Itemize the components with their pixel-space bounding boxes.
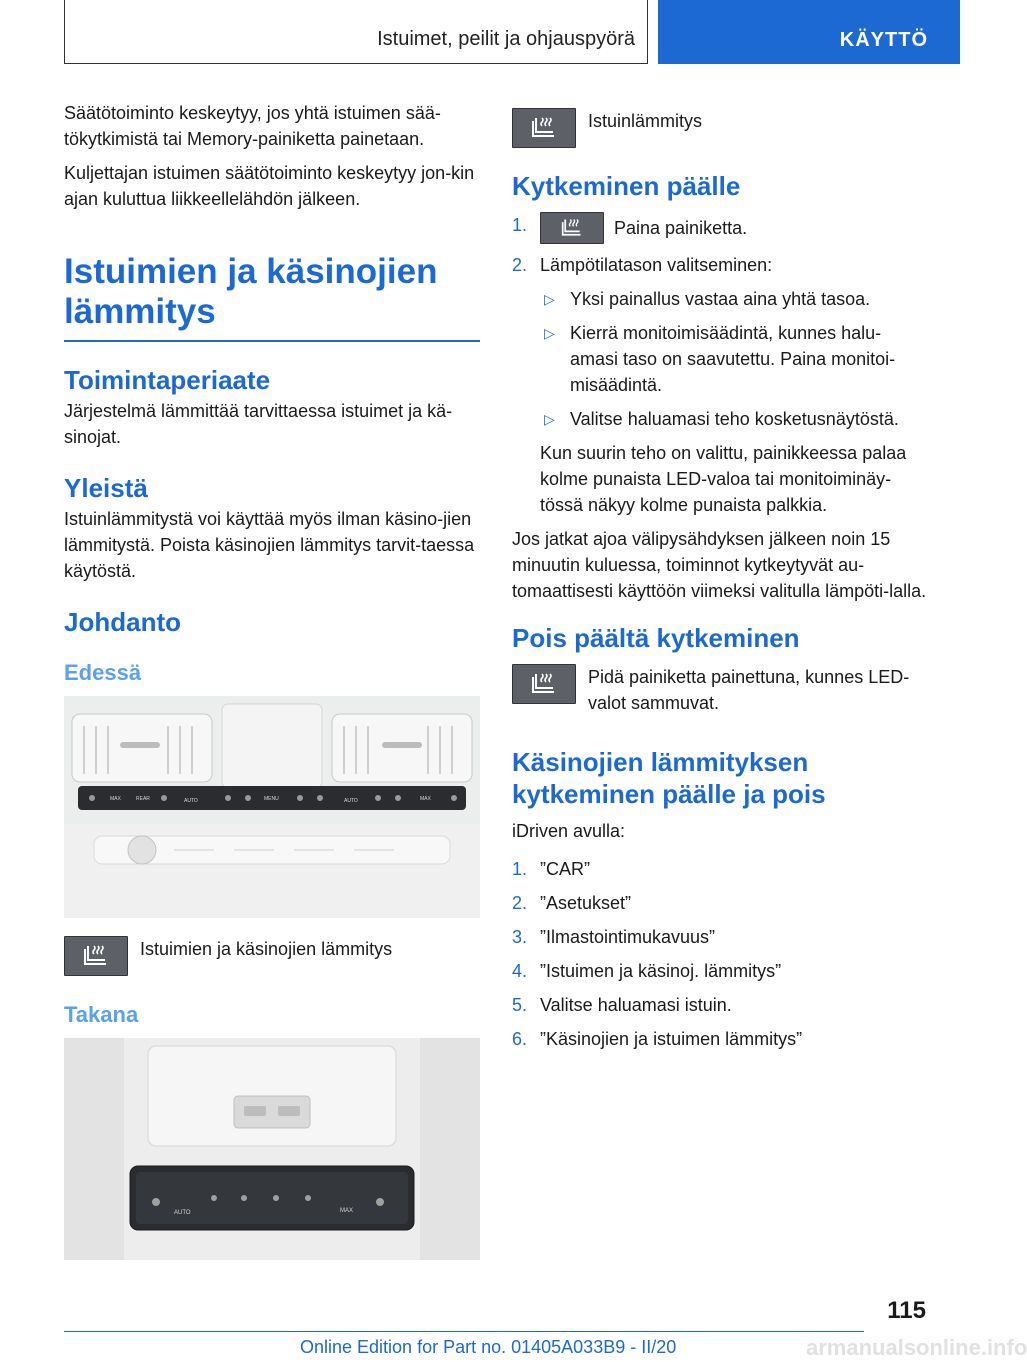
seat-heating-button-inline[interactable] [540, 212, 604, 244]
list-item [512, 992, 928, 1018]
steps-on-list [512, 212, 928, 278]
header-box [64, 0, 648, 64]
bullet-text: Valitse haluamasi teho kosketusnäytöstä. [570, 409, 899, 429]
caption-front: Istuimien ja käsinojien lämmitys [140, 939, 393, 959]
caption-seat: Istuinlämmitys [588, 111, 703, 131]
front-label-auto: AUTO [184, 798, 198, 804]
seat-heat-icon [79, 943, 113, 969]
section-tab-label: KÄYTTÖ [839, 29, 928, 51]
switch-off-row [512, 664, 928, 716]
paragraph-toimintaperiaate: Järjestelmä lämmittää tarvittaessa istuimet ja kä-sinojat. [64, 401, 453, 447]
caption-row-front [64, 936, 480, 976]
list-item [512, 252, 928, 278]
step-text: ”Asetukset” [540, 893, 632, 913]
section-heading: Istuimien ja käsinojien lämmitys [64, 252, 480, 342]
step-text: ”CAR” [540, 859, 590, 879]
steps-armrest-list [512, 856, 928, 1052]
paragraph-auto-resume: Jos jatkat ajoa välipysähdyksen jälkeen noin 15 minuutin kuluessa, toiminnot kytkeytyvät au-tomaattisesti käyttöön viimeksi valitulla lämpöti-lalla. [512, 529, 927, 601]
list-item [512, 958, 928, 984]
triangle-bullet-icon: ▷ [544, 325, 555, 341]
paragraph-max-level: Kun suurin teho on valittu, painikkeessa palaa kolme punaista LED-valoa tai monitoiminäy-tössä näkyy kolme punaista palkkia. [540, 443, 907, 515]
step-number: 2. [512, 893, 528, 913]
list-item [540, 406, 928, 432]
list-item [512, 1026, 928, 1052]
step-number: 6. [512, 1029, 528, 1049]
rear-label-max: MAX [340, 1208, 354, 1214]
step-text: ”Käsinojien ja istuimen lämmitys” [540, 1029, 803, 1049]
heading-kytkeminen-paalle: Kytkeminen päälle [512, 171, 741, 201]
rear-climate-panel-photo [64, 1038, 480, 1260]
heading-yleista: Yleistä [64, 473, 148, 503]
seat-heat-icon [527, 671, 561, 697]
seat-heat-icon [527, 115, 561, 141]
left-column [64, 100, 480, 1260]
heading-pois-paalta: Pois päältä kytkeminen [512, 623, 800, 653]
list-item [512, 890, 928, 916]
list-item [512, 212, 928, 246]
step-text: Valitse haluamasi istuin. [540, 995, 732, 1015]
page-number: 115 [887, 1297, 926, 1324]
heading-armrest-heating: Käsinojien lämmityksen kytkeminen päälle ja pois [512, 747, 826, 809]
heading-toimintaperiaate: Toimintaperiaate [64, 365, 271, 395]
heading-edessa: Edessä [64, 660, 142, 685]
temperature-options-list [540, 286, 928, 432]
section-tab[interactable] [658, 0, 960, 64]
step-number: 5. [512, 995, 528, 1015]
step-text: ”Ilmastointimukavuus” [540, 927, 716, 947]
triangle-bullet-icon: ▷ [544, 291, 555, 307]
front-label-rear: REAR [136, 796, 150, 802]
paragraph-driver-seat: Kuljettajan istuimen säätötoiminto keskeytyy jon-kin ajan kuluttua liikkeellelähdön jälkeen. [64, 163, 475, 209]
watermark: armanualsonline.info [806, 1335, 1027, 1360]
list-item [540, 320, 928, 398]
paragraph-yleista: Istuinlämmitystä voi käyttää myös ilman käsino-jien lämmitystä. Poista käsinojien lämmitys tarvit-taessa käytöstä. [64, 509, 475, 581]
step-number: 2. [512, 255, 528, 275]
chapter-title: Istuimet, peilit ja ohjauspyörä [377, 28, 635, 50]
heading-takana: Takana [64, 1002, 139, 1027]
step-text: ”Istuimen ja käsinoj. lämmitys” [540, 961, 782, 981]
bullet-text: Yksi painallus vastaa aina yhtä tasoa. [570, 289, 871, 309]
seat-heating-button-icon[interactable] [512, 108, 576, 148]
right-column [512, 100, 928, 1060]
footer-divider [64, 1331, 864, 1332]
list-item [512, 924, 928, 950]
list-item [512, 856, 928, 882]
step-number: 3. [512, 927, 528, 947]
rear-label-auto: AUTO [174, 1210, 191, 1216]
triangle-bullet-icon: ▷ [544, 411, 555, 427]
footer-edition: Online Edition for Part no. 01405A033B9 - II/20 [300, 1337, 677, 1357]
front-label-max: MAX [110, 796, 121, 802]
front-climate-panel-photo [64, 696, 480, 918]
front-panel-illustration [64, 696, 480, 918]
paragraph-interrupt: Säätötoiminto keskeytyy, jos yhtä istuimen sää-tökytkimistä tai Memory-painiketta painetaan. [64, 103, 441, 149]
list-item [540, 286, 928, 312]
step-text: Lämpötilatason valitseminen: [540, 255, 773, 275]
step-number: 1. [512, 215, 528, 235]
step-text: Paina painiketta. [614, 218, 748, 238]
paragraph-idrive: iDriven avulla: [512, 821, 626, 841]
front-label-auto-right: AUTO [344, 798, 358, 804]
seat-heating-button[interactable] [64, 936, 128, 976]
front-label-menu: MENU [264, 796, 279, 802]
step-number: 1. [512, 859, 528, 879]
front-label-max-right: MAX [420, 796, 431, 802]
step-number: 4. [512, 961, 528, 981]
bullet-text: Kierrä monitoimisäädintä, kunnes halu-amasi taso on saavutettu. Paina monitoi-misäädintä. [570, 323, 896, 395]
paragraph-switch-off: Pidä painiketta painettuna, kunnes LED-valot sammuvat. [588, 667, 910, 713]
rear-panel-illustration [64, 1038, 480, 1260]
seat-heat-icon [557, 217, 587, 239]
seat-heating-button-off[interactable] [512, 664, 576, 704]
heading-johdanto: Johdanto [64, 607, 181, 637]
caption-row-seat [512, 108, 928, 148]
